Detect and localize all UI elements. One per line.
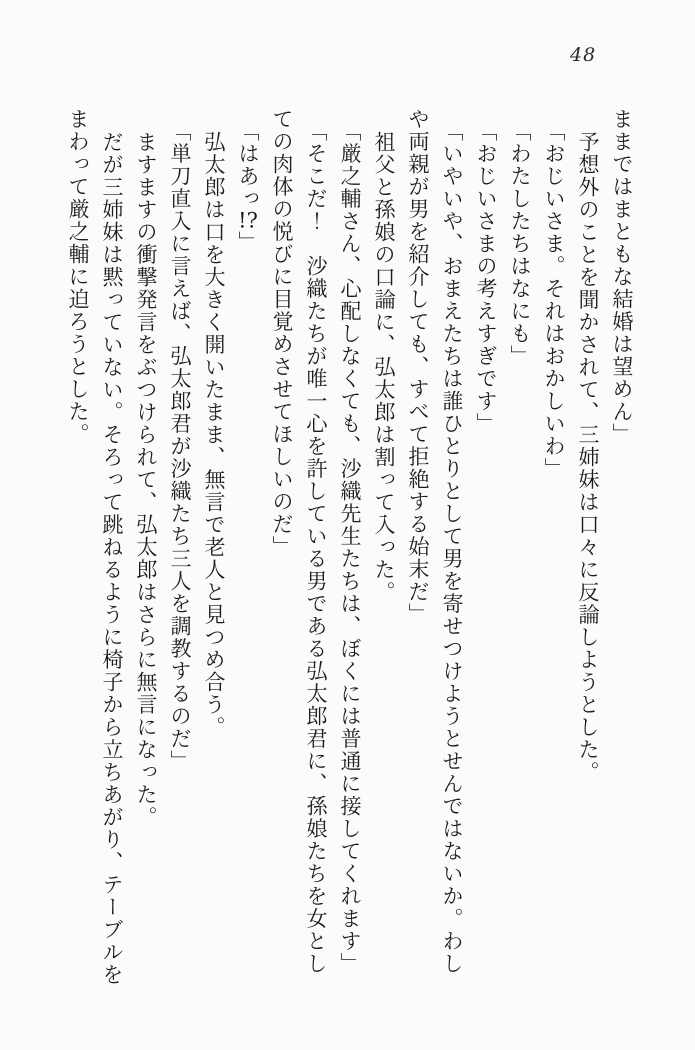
- tate-chu-yoko-segment: !?: [238, 210, 258, 231]
- paragraph: [571, 108, 605, 988]
- paragraph: [367, 108, 401, 988]
- text-segment: 「はあっ: [236, 120, 260, 210]
- text-segment: 「おじいさまの考えすぎです」: [474, 120, 498, 435]
- text-segment: 予想外のことを聞かされて、三姉妹は口々に反論しようとした。: [576, 130, 600, 783]
- paragraph: [129, 108, 163, 988]
- paragraph: [265, 108, 333, 988]
- text-segment: 「そこだ！ 沙織たちが唯一心を許している男である弘太郎君に、孫娘たちを女としての肉体の悦びに目覚めさせてほしいのだ」: [270, 108, 328, 975]
- paragraph: [537, 108, 571, 988]
- text-segment: 」: [236, 231, 260, 254]
- page-number: 48: [570, 44, 597, 66]
- text-segment: 「単刀直入に言えば、弘太郎君が沙織たち三人を調教するのだ」: [168, 120, 192, 773]
- paragraph: [163, 108, 197, 988]
- text-segment: ますますの衝撃発言をぶつけられて、弘太郎はさらに無言になった。: [134, 130, 158, 828]
- paragraph: [503, 108, 537, 988]
- text-segment: 「おじいさま。それはおかしいわ」: [542, 120, 566, 480]
- text-segment: 祖父と孫娘の口論に、弘太郎は割って入った。: [372, 130, 396, 603]
- paragraph: [61, 108, 129, 988]
- paragraph: [401, 108, 469, 988]
- paragraph: [333, 108, 367, 988]
- text-segment: 「わたしたちはなにも」: [508, 120, 532, 368]
- paragraph: [469, 108, 503, 988]
- paragraph: [231, 108, 265, 988]
- text-segment: 「厳之輔さん、心配しなくても、沙織先生たちは、ぼくには普通に接してくれます」: [338, 120, 362, 975]
- paragraph: [605, 108, 639, 988]
- text-segment: 弘太郎は口を大きく開いたまま、無言で老人と見つめ合う。: [202, 130, 226, 738]
- text-segment: ままではまともな結婚は望めん」: [610, 108, 634, 446]
- text-block: [61, 108, 639, 988]
- text-segment: 「いやいや、おまえたちは誰ひとりとして男を寄せつけようとせんではないか。わしや両親が男を紹介しても、すべて拒絶する始末だ」: [406, 108, 464, 975]
- text-segment: だが三姉妹は黙っていない。そろって跳ねるように椅子から立ちあがり、テーブルをまわって厳之輔に迫ろうとした。: [66, 108, 124, 986]
- paragraph: [197, 108, 231, 988]
